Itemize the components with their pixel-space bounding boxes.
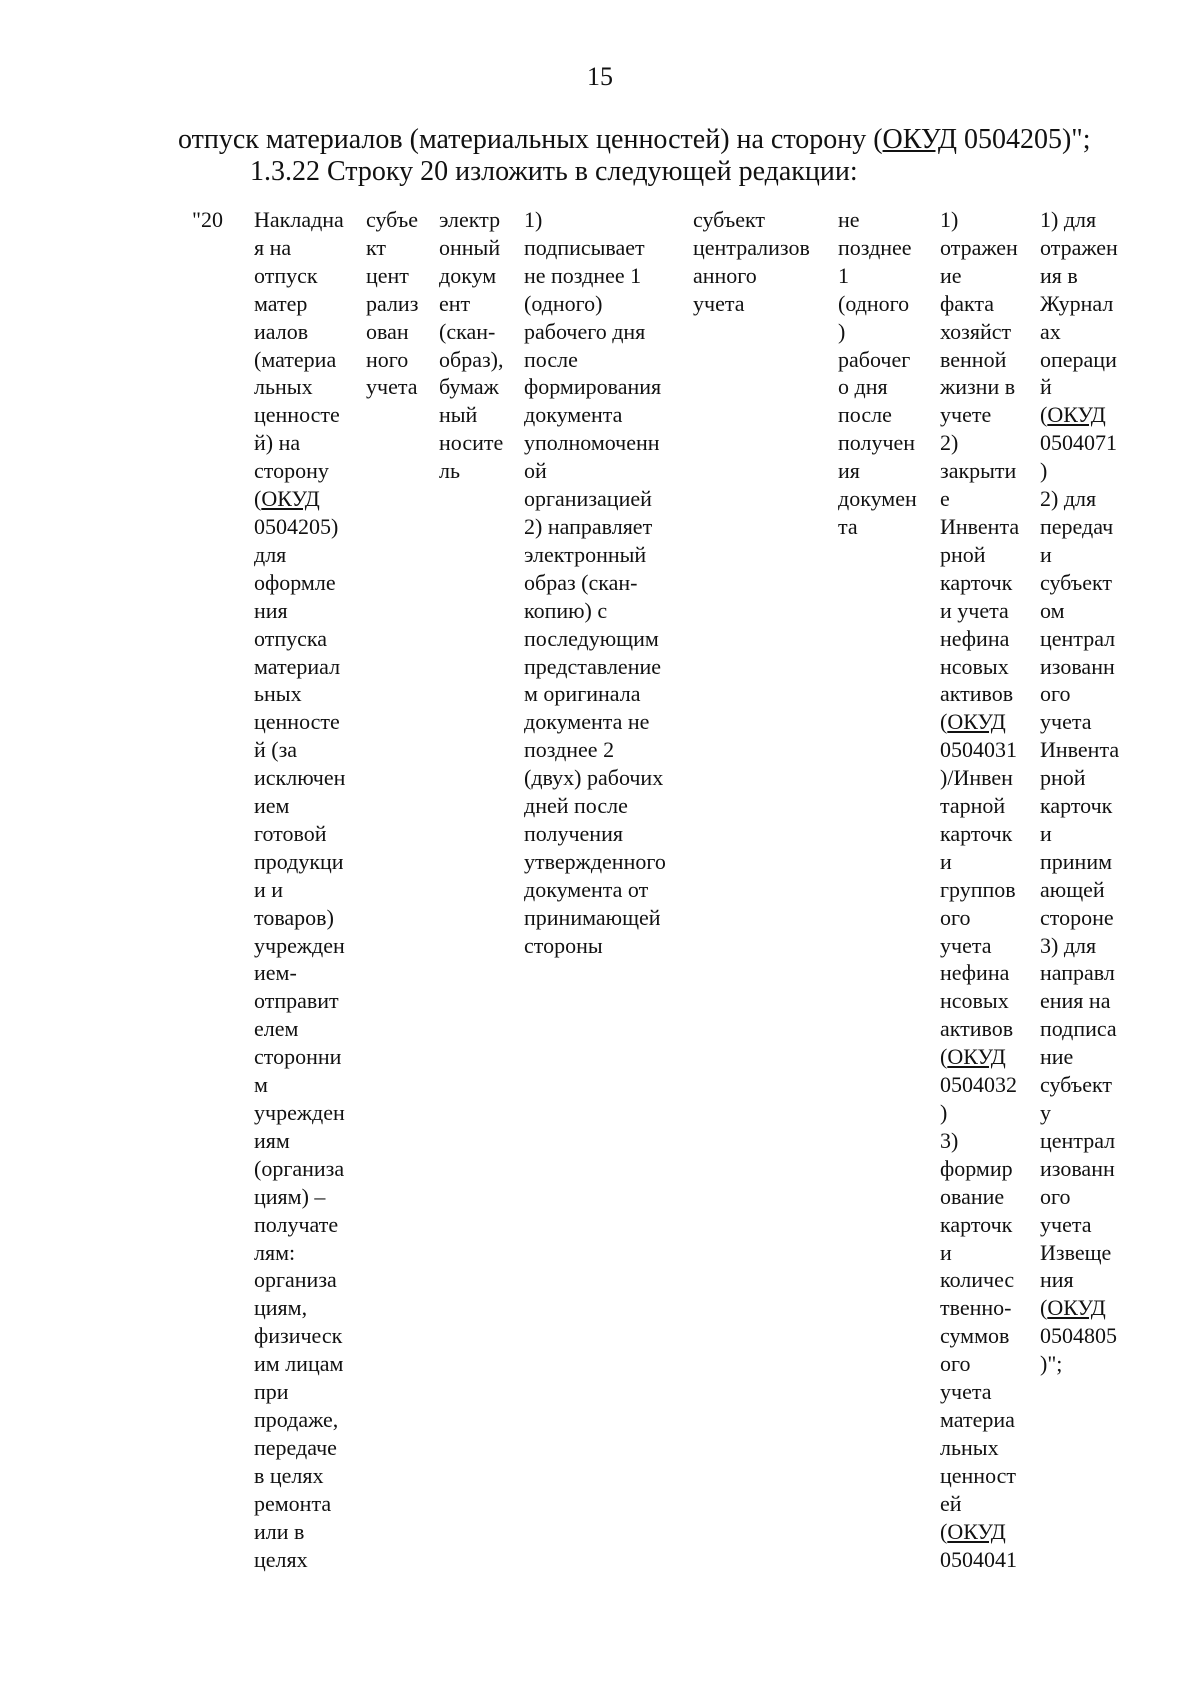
cell-line: носите	[439, 430, 504, 456]
cell-line: приним	[1040, 848, 1113, 874]
cell-line: для	[254, 541, 287, 567]
cell-line: копию) с	[524, 597, 608, 623]
cell-line: или в	[254, 1518, 305, 1544]
cell-line: анного	[693, 262, 757, 288]
col-subject	[366, 206, 418, 401]
cell-line: формир	[940, 1155, 1013, 1181]
cell-line: карточк	[1040, 793, 1113, 819]
cell-line: Инвента	[1040, 737, 1120, 763]
cell-line: организа	[254, 1267, 337, 1293]
cell-line: льных	[940, 1434, 999, 1460]
cell-line: рной	[1040, 765, 1086, 791]
cell-line: получения	[524, 820, 623, 846]
cell-line: ого	[1040, 681, 1071, 707]
cell-line: Журнал	[1040, 290, 1114, 316]
cell-line: карточк	[940, 820, 1013, 846]
cell-line: активов	[940, 681, 1014, 707]
intro-line-1-text: отпуск материалов (материальных ценностей) на сторону (	[178, 124, 883, 155]
cell-line: целях	[254, 1546, 308, 1572]
intro-paragraph	[178, 124, 1158, 188]
cell-line: (одного)	[524, 290, 603, 316]
cell-line: ремонта	[254, 1490, 332, 1516]
cell-line: учете	[940, 402, 992, 428]
cell-line: ой	[524, 458, 547, 484]
cell-line: м оригинала	[524, 681, 641, 707]
cell-line: 3)	[940, 1127, 959, 1153]
cell-line: направл	[1040, 960, 1115, 986]
cell-line: 1)	[940, 207, 959, 232]
cell-line: кт	[366, 234, 387, 260]
cell-line: иалов	[254, 318, 309, 344]
cell-line: продаже,	[254, 1406, 339, 1432]
cell-line: ие	[940, 262, 962, 288]
cell-line: 1	[838, 262, 849, 288]
cell-line: не	[838, 207, 860, 232]
cell-line: формирования	[524, 374, 662, 400]
cell-line: ование	[940, 1183, 1005, 1209]
cell-line: Извеще	[1040, 1239, 1112, 1265]
cell-line: отпуск	[254, 262, 318, 288]
cell-line: позднее	[838, 234, 912, 260]
cell-line: ающей	[1040, 876, 1105, 902]
cell-line: докумен	[838, 486, 917, 512]
cell-line: получате	[254, 1211, 339, 1237]
cell-line: ием-	[254, 960, 297, 986]
cell-line: электр	[439, 207, 501, 232]
cell-line: нефина	[940, 960, 1010, 986]
cell-line: ием	[254, 793, 290, 819]
cell-line: образ),	[439, 346, 504, 372]
cell-line: и учета	[940, 597, 1009, 623]
cell-line: бумаж	[439, 374, 499, 400]
cell-line: рализ	[366, 290, 419, 316]
cell-line: цент	[366, 262, 409, 288]
cell-line: лям:	[254, 1239, 296, 1265]
cell-line: ого	[1040, 1183, 1071, 1209]
cell-line: (материа	[254, 346, 337, 372]
cell-line: ценност	[940, 1462, 1017, 1488]
cell-line: карточк	[940, 1211, 1013, 1237]
cell-line: утвержденного	[524, 848, 666, 874]
cell-line: елем	[254, 1016, 299, 1042]
cell-line: )	[838, 318, 846, 344]
cell-line: готовой	[254, 820, 327, 846]
cell-line: ценносте	[254, 709, 340, 735]
cell-line: физическ	[254, 1323, 343, 1349]
cell-line: (ОКУД	[940, 709, 1006, 735]
col-form	[439, 206, 503, 485]
cell-line: (ОКУД	[940, 1518, 1006, 1544]
cell-line: ния	[1040, 1267, 1074, 1293]
col-deadline	[838, 206, 917, 541]
cell-line: последующим	[524, 625, 659, 651]
cell-line: 0504071	[1040, 430, 1117, 456]
cell-line: Накладна	[254, 207, 344, 232]
cell-line: та	[838, 513, 858, 539]
cell-line: ия в	[1040, 262, 1078, 288]
cell-line: нефина	[940, 625, 1010, 651]
col-usage	[1040, 206, 1119, 1378]
cell-line: электронный	[524, 541, 647, 567]
cell-line: отправит	[254, 988, 339, 1014]
cell-line: (ОКУД	[254, 486, 320, 512]
row-number: "20	[192, 207, 223, 232]
cell-line: (ОКУД	[1040, 1295, 1106, 1321]
cell-line: циям) –	[254, 1183, 326, 1209]
cell-line: образ (скан-	[524, 569, 638, 595]
cell-line: (двух) рабочих	[524, 765, 664, 791]
cell-line: учета	[1040, 709, 1092, 735]
cell-line: хозяйст	[940, 318, 1012, 344]
cell-line: учрежден	[254, 932, 345, 958]
cell-line: рабочег	[838, 346, 911, 372]
cell-line: продукци	[254, 848, 344, 874]
cell-line: отражен	[940, 234, 1018, 260]
cell-line: изованн	[1040, 1155, 1115, 1181]
cell-line: 1)	[524, 207, 543, 232]
cell-line: подписа	[1040, 1016, 1117, 1042]
cell-line: тарной	[940, 793, 1006, 819]
cell-line: (организа	[254, 1155, 345, 1181]
cell-line: изованн	[1040, 653, 1115, 679]
cell-line: о дня	[838, 374, 888, 400]
cell-line: исключен	[254, 765, 346, 791]
cell-line: отпуска	[254, 625, 327, 651]
cell-line: не позднее 1	[524, 262, 642, 288]
cell-line: субъект	[693, 207, 765, 232]
cell-line: документа не	[524, 709, 650, 735]
cell-line: )	[1040, 458, 1048, 484]
cell-line: учета	[940, 932, 992, 958]
cell-line: после	[838, 402, 892, 428]
cell-line: материа	[940, 1406, 1015, 1432]
cell-line: позднее 2	[524, 737, 615, 763]
cell-line: ах	[1040, 318, 1061, 344]
cell-line: 0504041	[940, 1546, 1017, 1572]
cell-line: ован	[366, 318, 409, 344]
cell-line: 3) для	[1040, 932, 1097, 958]
cell-line: и	[1040, 820, 1052, 846]
cell-line: и и	[254, 876, 284, 902]
cell-line: учета	[940, 1379, 992, 1405]
cell-line: при	[254, 1379, 289, 1405]
cell-line: иям	[254, 1127, 290, 1153]
cell-line: )";	[1040, 1351, 1063, 1377]
cell-line: 2) направляет	[524, 513, 653, 539]
okud-underlined: ОКУД	[882, 124, 957, 155]
cell-line: 0504805	[1040, 1323, 1117, 1349]
cell-line: ия	[838, 458, 860, 484]
cell-line: )	[940, 1100, 948, 1125]
cell-line: стороны	[524, 932, 603, 958]
cell-line: ценносте	[254, 402, 340, 428]
cell-line: льных	[254, 374, 313, 400]
cell-line: ения на	[1040, 988, 1111, 1014]
cell-line: количес	[940, 1267, 1015, 1293]
cell-line: венной	[940, 346, 1007, 372]
col-procedure	[524, 206, 666, 959]
cell-line: централ	[1040, 1127, 1116, 1153]
cell-line: м	[254, 1072, 268, 1098]
cell-line: группов	[940, 876, 1016, 902]
cell-line: субъект	[1040, 569, 1112, 595]
cell-line: сторону	[254, 458, 329, 484]
cell-line: ьных	[254, 681, 302, 707]
cell-line: твенно-	[940, 1295, 1012, 1321]
cell-line: ого	[940, 1351, 971, 1377]
cell-line: 1) для	[1040, 207, 1097, 232]
cell-line: материал	[254, 653, 341, 679]
cell-line: ом	[1040, 597, 1065, 623]
cell-line: документа	[524, 402, 623, 428]
cell-line: субъе	[366, 207, 418, 232]
cell-line: 2)	[940, 430, 959, 456]
cell-line: сторонни	[254, 1044, 342, 1070]
page-number: 15	[587, 62, 613, 91]
col-document	[254, 206, 345, 1573]
cell-line: у	[1040, 1100, 1051, 1125]
cell-line: рабочего дня	[524, 318, 646, 344]
cell-line: организацией	[524, 486, 652, 512]
cell-line: закрыти	[940, 458, 1017, 484]
cell-line: карточк	[940, 569, 1013, 595]
cell-line: факта	[940, 290, 995, 316]
cell-line: стороне	[1040, 904, 1114, 930]
cell-line: рной	[940, 541, 986, 567]
cell-line: (скан-	[439, 318, 496, 344]
cell-line: централ	[1040, 625, 1116, 651]
col-purpose	[940, 206, 1019, 1573]
intro-line-1-end: 0504205)";	[956, 124, 1091, 155]
cell-line: передаче	[254, 1434, 337, 1460]
cell-line: передач	[1040, 513, 1114, 539]
cell-line: й	[1040, 374, 1052, 400]
cell-line: Инвента	[940, 513, 1020, 539]
cell-line: жизни в	[940, 374, 1016, 400]
cell-line: ого	[940, 904, 971, 930]
col-recipient	[693, 206, 810, 318]
intro-line-2: 1.3.22 Строку 20 изложить в следующей редакции:	[250, 156, 858, 187]
cell-line: принимающей	[524, 904, 661, 930]
cell-line: оформле	[254, 569, 336, 595]
cell-line: подписывает	[524, 234, 645, 260]
cell-line: (ОКУД	[1040, 402, 1106, 428]
cell-line: 0504032	[940, 1072, 1017, 1098]
cell-line: (одного	[838, 290, 910, 316]
cell-line: после	[524, 346, 578, 372]
cell-line: ный	[439, 402, 478, 428]
cell-line: онный	[439, 234, 501, 260]
cell-line: получен	[838, 430, 916, 456]
cell-line: уполномоченн	[524, 430, 660, 456]
cell-line: учета	[693, 290, 745, 316]
cell-line: учрежден	[254, 1100, 345, 1125]
cell-line: ль	[439, 458, 461, 484]
cell-line: централизов	[693, 234, 810, 260]
cell-line: субъект	[1040, 1072, 1112, 1098]
cell-line: я на	[254, 234, 292, 260]
cell-line: й) на	[254, 430, 301, 456]
cell-line: ния	[254, 597, 288, 623]
cell-line: докум	[439, 262, 497, 288]
cell-line: и	[940, 1239, 952, 1265]
cell-line: и	[1040, 541, 1052, 567]
cell-line: представление	[524, 653, 662, 679]
cell-line: нсовых	[940, 653, 1009, 679]
cell-line: товаров)	[254, 904, 334, 930]
cell-line: учета	[1040, 1211, 1092, 1237]
cell-line: операци	[1040, 346, 1117, 372]
cell-line: ент	[439, 290, 471, 316]
cell-line: в целях	[254, 1462, 324, 1488]
cell-line: )/Инвен	[940, 765, 1013, 791]
cell-line: им лицам	[254, 1351, 344, 1377]
cell-line: документа от	[524, 876, 649, 902]
cell-line: дней после	[524, 793, 628, 819]
cell-line: 0504205)	[254, 513, 339, 539]
intro-line-1	[178, 124, 1158, 156]
cell-line: ного	[366, 346, 409, 372]
cell-line: нсовых	[940, 988, 1009, 1014]
cell-line: и	[940, 848, 952, 874]
cell-line: ние	[1040, 1044, 1074, 1070]
cell-line: е	[940, 486, 950, 512]
cell-line: отражен	[1040, 234, 1118, 260]
cell-line: активов	[940, 1016, 1014, 1042]
cell-line: циям,	[254, 1295, 308, 1321]
cell-line: 0504031	[940, 737, 1017, 763]
cell-line: (ОКУД	[940, 1044, 1006, 1070]
cell-line: суммов	[940, 1323, 1010, 1349]
cell-line: матер	[254, 290, 308, 316]
cell-line: ей	[940, 1490, 962, 1516]
cell-line: й (за	[254, 737, 298, 763]
cell-line: 2) для	[1040, 486, 1097, 512]
cell-line: учета	[366, 374, 418, 400]
